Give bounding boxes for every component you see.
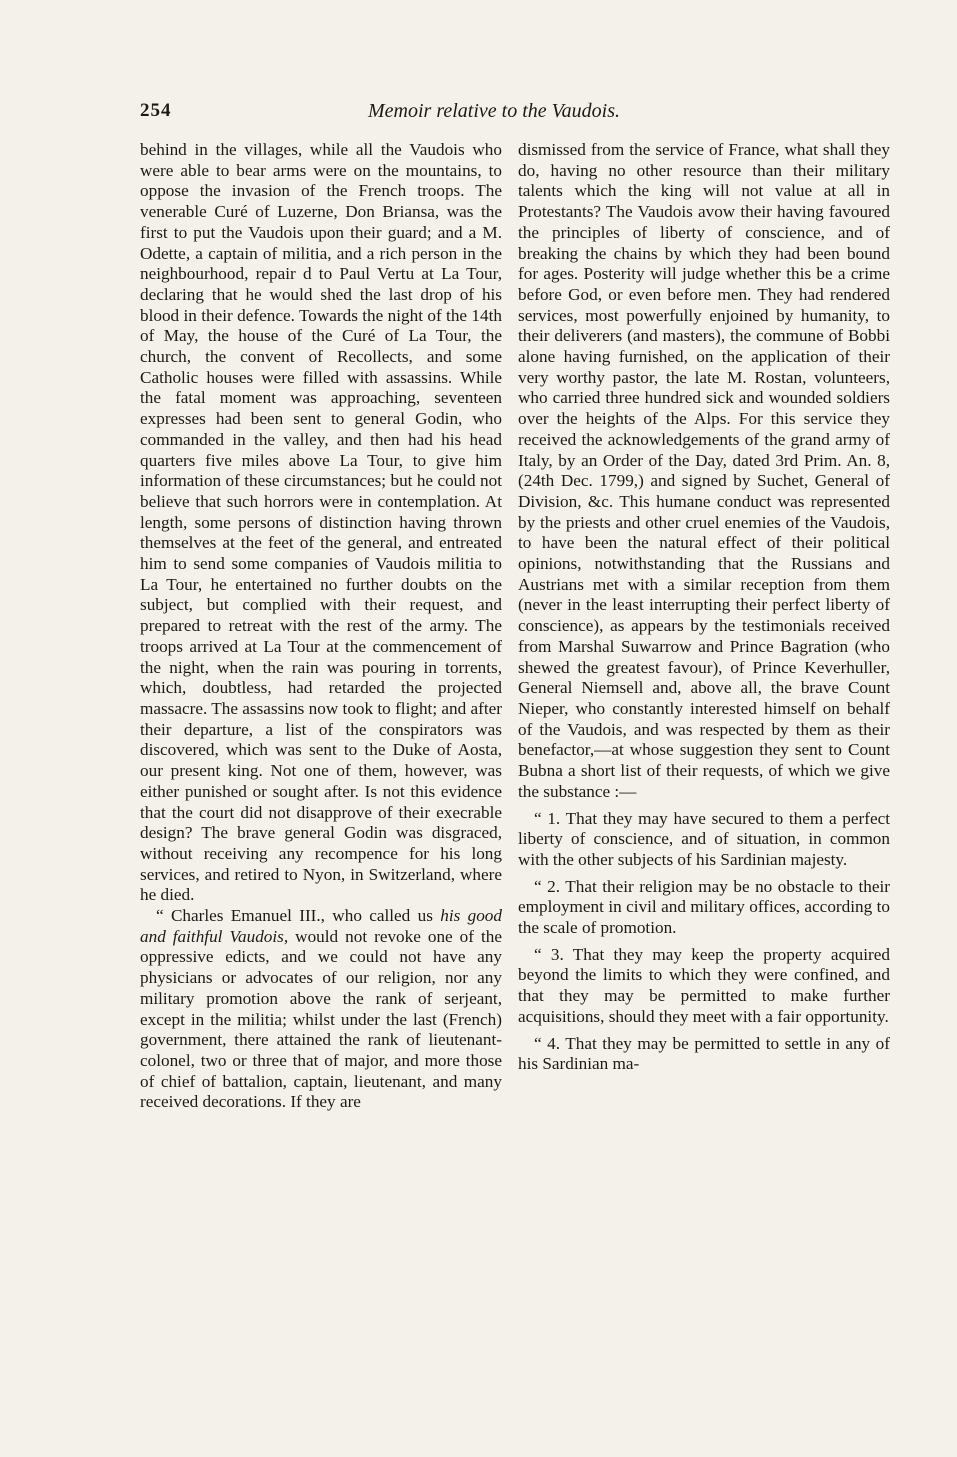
left-paragraph-1: behind in the villages, while all the Vaudois who were able to bear arms were on the mountains, to oppose the invasion of the French troops. The venerable Curé of Luzerne, Don Briansa, was the first to put the Vaudois upon their guard; and a M. Odette, a captain of militia, and a rich person in the neighbourhood, repair d to Paul Vertu at La Tour, declaring that he would shed the last drop of his blood in their defence. Towards the night of the 14th of May, the house of the Curé of La Tour, the church, the convent of Recollects, and some Catholic houses were filled with assassins. While the fatal moment was approaching, seventeen expresses had been sent to general Godin, who commanded in the valley, and then had his head quarters five miles above La Tour, to give him information of these circumstances; but he could not believe that such horrors were in contemplation. At length, some persons of distinction having thrown themselves at the feet of the general, and entreated him to send some companies of Vaudois militia to La Tour, he entertained no further doubts on the subject, but complied with their request, and prepared to retreat with the rest of the army. The troops arrived at La Tour at the commencement of the night, when the rain was pouring in torrents, which, doubtless, had retarded the projected massacre. The assassins now took to flight; and after their departure, a list of the conspirators was discovered, which was sent to the Duke of Aosta, our present king. Not one of them, however, was either punished or sought after. Is not this evidence that the court did not disapprove of their execrable design? The brave general Godin was disgraced, without receiving any recompence for his long services, and retired to Nyon, in Switzerland, where he died. <box>140 140 502 905</box>
left-column <box>140 140 502 1113</box>
left-paragraph-2 <box>140 906 502 1113</box>
left-paragraph-2-italic: his good and faithful Vaudois, <box>140 906 502 946</box>
right-paragraph-1: dismissed from the service of France, what shall they do, having no other resource than their military talents which the king will not value at all in Protestants? The Vaudois avow their having favoured the principles of liberty of conscience, and of breaking the chains by which they had been bound for ages. Posterity will judge whether this be a crime before God, or even before men. They had rendered services, most powerfully enjoined by humanity, to their deliverers (and masters), the commune of Bobbi alone having furnished, on the application of their very worthy pastor, the late M. Rostan, volunteers, who carried three hundred sick and wounded soldiers over the heights of the Alps. For this service they received the acknowledgements of the grand army of Italy, by an Order of the Day, dated 3rd Prim. An. 8, (24th Dec. 1799,) and signed by Suchet, General of Division, &c. This humane conduct was represented by the priests and other cruel enemies of the Vaudois, to have been the natural effect of their political opinions, notwithstanding that the Russians and Austrians met with a similar reception from them (never in the least interrupting their perfect liberty of conscience), as appears by the testimonials received from Marshal Suwarrow and Prince Bagration (who shewed the greatest favour), of Prince Keverhuller, General Niemsell and, above all, the brave Count Nieper, who constantly interested himself on behalf of the Vaudois, and was respected by them as their benefactor,—at whose suggestion they sent to Count Bubna a short list of their requests, of which we give the substance :— <box>518 140 890 801</box>
left-paragraph-2-rest: would not revoke one of the oppressive edicts, and we could not have any physicians or advocates of our religion, nor any military promotion above the rank of serjeant, except in the militia; whilst under the last (French) government, there attained the rank of lieutenant-colonel, two or three that of major, and more those of chief of battalion, captain, lieutenant, and many received decorations. If they are <box>140 926 502 1112</box>
request-item-2: “ 2. That their religion may be no obstacle to their employment in civil and military offices, according to the scale of promotion. <box>518 876 890 938</box>
page-number: 254 <box>140 100 172 121</box>
request-item-4: “ 4. That they may be permitted to settle in any of his Sardinian ma- <box>518 1033 890 1074</box>
running-head <box>140 100 820 130</box>
request-item-3: “ 3. That they may keep the property acquired beyond the limits to which they were confined, and that they may be permitted to make further acquisitions, should they meet with a fair opportunity. <box>518 944 890 1026</box>
right-column <box>518 140 890 1075</box>
left-paragraph-2-open: “ Charles Emanuel III., who called us <box>156 906 441 926</box>
running-title: Memoir relative to the Vaudois. <box>368 100 620 122</box>
request-item-1: “ 1. That they may have secured to them a perfect liberty of conscience, and of situation, in common with the other subjects of his Sardinian majesty. <box>518 808 890 869</box>
